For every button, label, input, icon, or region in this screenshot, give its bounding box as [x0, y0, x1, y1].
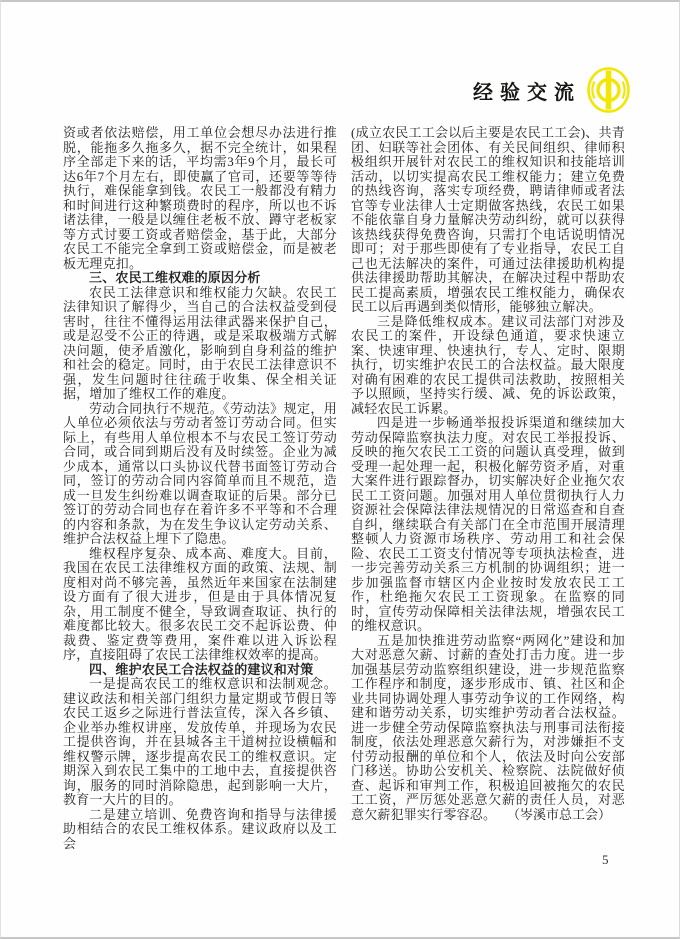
- page-header: [473, 66, 631, 114]
- paragraph: 二是建立培训、免费咨询和指导与法律援助相结合的农民工维权体系。建议政府以及工会: [63, 806, 337, 851]
- section-heading-3: 三、农民工维权难的原因分析: [89, 270, 261, 285]
- article-body: [63, 126, 625, 851]
- left-column: [63, 126, 337, 851]
- paragraph: 农民工法律意识和维权能力欠缺。农民工法律知识了解得少，当自己的合法权益受到侵害时，往往不懂得运用法律武器来保护自己，或是忍受不公正的待遇，或是采取极端方式解决问题，使矛盾激化，影响到自身利益的维护和社会的稳定。同时，由于农民工法律意识不强，发生问题时往往疏于收集、保全相关证据，增加了维权工作的难度。: [63, 284, 337, 401]
- paragraph: 五是加快推进劳动监察“两网化”建设和加大对恶意欠薪、讨薪的查处打击力度。进一步加强基层劳动监察组织建设，进一步规范监察工作程序和制度，逐步形成市、镇、社区和企业共同协调处理人事劳动争议的工作网络，构建和谐劳动关系，切实维护劳动者合法权益。进一步健全劳动保障监察执法与刑事司法衔接制度，依法处理恶意欠薪行为，对涉嫌拒不支付劳动报酬的单位和个人，依法及时向公安部门移送。协助公安机关、检察院、法院做好侦查、起诉和审判工作，积极追回被拖欠的农民工工资，严厉惩处恶意欠薪的责任人员，对恶意欠薪犯罪实行零容忍。: [351, 632, 625, 822]
- section-heading-4: 四、维护农民工合法权益的建议和对策: [89, 661, 314, 677]
- paragraph: 三是降低维权成本。建议司法部门对涉及农民工的案件，开设绿色通道，要求快速立案、快速审理、快速执行，专人、定时、限期执行，切实维护农民工的合法权益。最大限度对确有困难的农民工提供司法救助，按照相关予以照顾，坚持实行缓、减、免的诉讼政策，减轻农民工诉累。: [351, 313, 625, 416]
- emblem-vertical-bar: [606, 71, 612, 110]
- author-attribution: （岑溪市总工会）: [506, 806, 611, 822]
- paragraph: 维权程序复杂、成本高、难度大。目前，我国在农民工法律维权方面的政策、法规、制度相对尚不够完善，虽然近年来国家在法制建设方面有了很大进步，但是由于具体情况复杂，用工制度不健全，导致调查取证、执行的难度都比较大。很多农民工交不起诉讼费、仲裁费、鉴定费等费用，案件难以进入诉讼程序，直接阻碍了农民工法律维权效率的提高。: [63, 545, 337, 662]
- paragraph-continuation: (成立农民工工会以后主要是农民工工会)、共青团、妇联等社会团体、有关民间组织、律师积极组织开展针对农民工的维权知识和技能培训活动，以切实提高农民工维权能力；建立免费的热线咨询，落实专项经费，聘请律师或者法官等专业法律人士定期做客热线，农民工如果不能依靠自身力量解决劳动纠纷，就可以获得该热线获得免费咨询，只需打个电话说明情况即可；对于那些即使有了专业指导，农民工自己也无法解决的案件，可通过法律援助机构提供法律援助帮助其解决，在解决过程中帮助农民工提高素质，增强农民工维权能力，确保农民工以后再遇到类似情形，能够独立解决。: [351, 125, 625, 314]
- section-title: 经验交流: [473, 81, 581, 104]
- paragraph: 一是提高农民工的维权意识和法制观念。建议政法和相关部门组织力量定期或节假日等农民工返乡之际进行普法宣传，深入各乡镇、企业举办维权讲座，发放传单，并现场为农民工提供咨询，并在县城各主干道树拉设横幅和维权警示牌，逐步提高农民工的维权意识。定期深入到农民工集中的工地中去，直接提供咨询，服务的同时消除隐患，起到影响一大片，教育一大片的目的。: [63, 676, 337, 807]
- paragraph: 四是进一步畅通举报投诉渠道和继续加大劳动保障监察执法力度。对农民工举报投诉、反映的拖欠农民工工资的问题认真受理，做到受理一起处理一起，积极化解劳资矛盾，对重大案件进行跟踪督办，切实解决好企业拖欠农民工工资问题。加强对用人单位贯彻执行人力资源社会保障法律法规情况的日常巡查和自查自纠，继续联合有关部门在全市范围开展清理整顿人力资源市场秩序、劳动用工和社会保险、农民工工资支付情况等专项执法检查，进一步完善劳动关系三方机制的协调组织；进一步加强监督市辖区内企业按时发放农民工工作，杜绝拖欠农民工工资现象。在监察的同时，宣传劳动保障相关法律法规，增强农民工的维权意识。: [351, 415, 625, 633]
- paragraph-continuation: 资或者依法赔偿，用工单位会想尽办法进行推脱，能拖多久拖多久，据不完全统计，如果程序全部走下来的话，平均需3年9个月，最长可达6年7个月左右，即使赢了官司，还要等等待执行，难保能拿到钱。农民工一般都没有精力和时间进行这种繁琐费时的程序，所以也不诉诸法律，一般是以缠住老板不放、蹲守老板家等方式讨要工资或者赔偿金，基于此，大部分农民工不能完全拿到工资或赔偿金，而是被老板无理克扣。: [63, 125, 337, 271]
- paragraph: 劳动合同执行不规范。《劳动法》规定，用人单位必须依法与劳动者签订劳动合同。但实际上，有些用人单位根本不与农民工签订劳动合同，或合同到期后没有及时续签。企业为减少成本，通常以口头协议代替书面签订劳动合同，签订的劳动合同内容简单而且不规范，造成一旦发生纠纷难以调查取证的后果。部分已签订的劳动合同也存在着许多不平等和不合理的内容和条款，为在发生争议认定劳动关系、维护合法权益上埋下了隐患。: [63, 400, 337, 546]
- right-column: [351, 126, 625, 851]
- page-number: 5: [602, 852, 609, 867]
- trade-union-emblem-icon: [586, 66, 631, 114]
